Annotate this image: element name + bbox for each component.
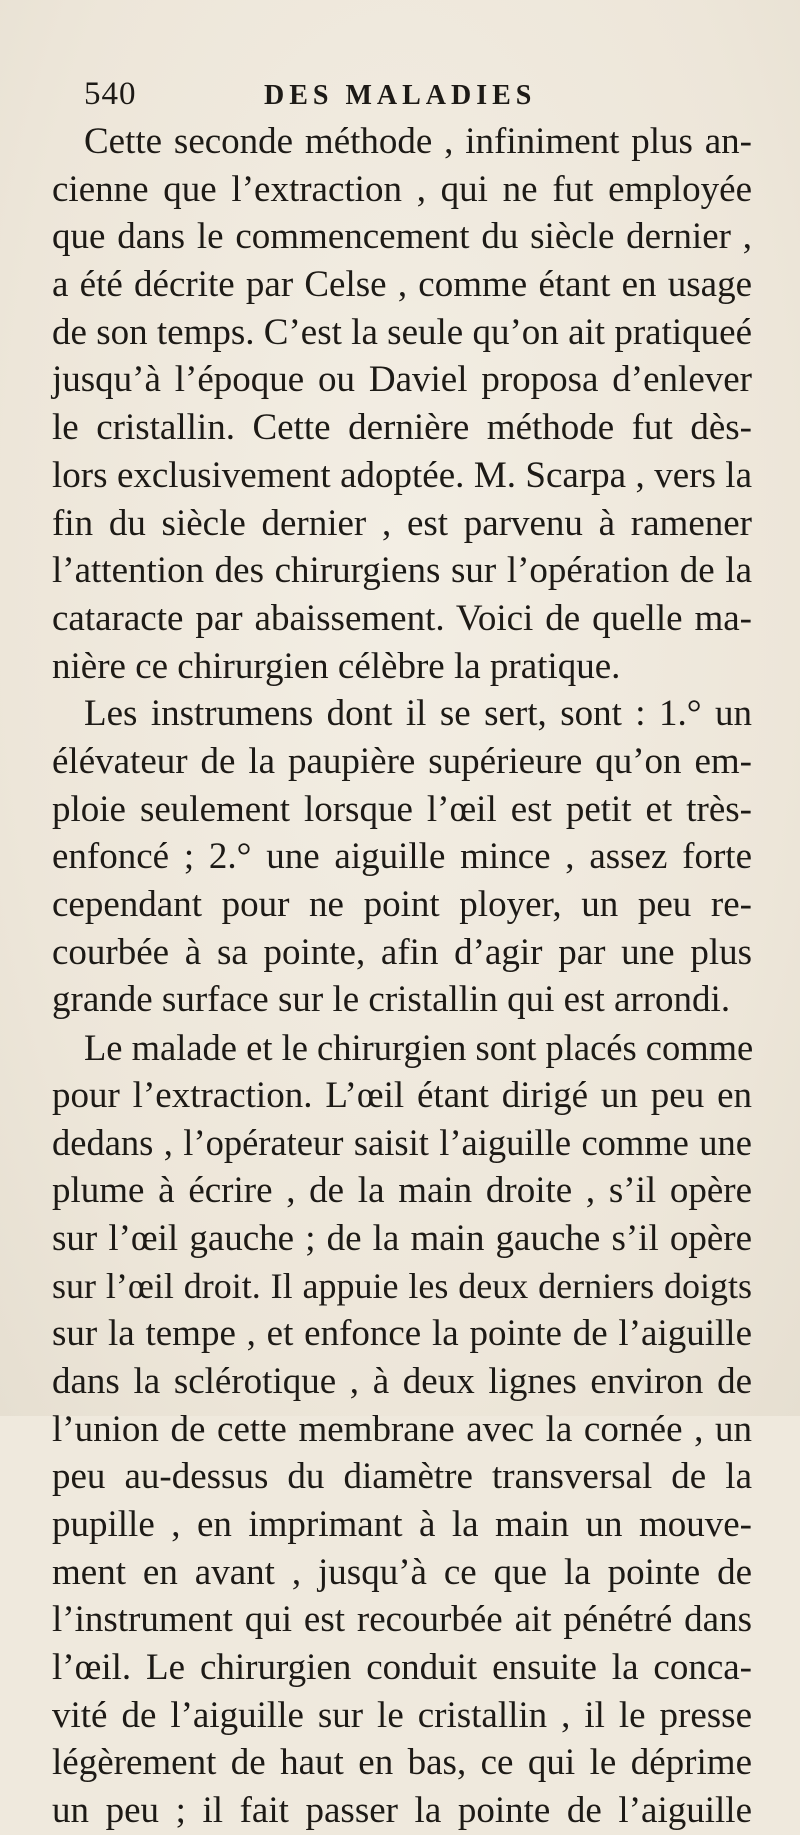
text-line: fin du siècle dernier , est parvenu à ramener [52,502,752,544]
running-head: DES MALADIES [264,80,537,111]
body-text [52,118,752,1835]
text-line: lors exclusivement adoptée. M. Scarpa , vers la [52,454,752,496]
text-line: légèrement de haut en bas, ce qui le déprime [52,1742,752,1784]
text-line: cependant pour ne point ployer, un peu re- [52,884,752,925]
text-line: Les instrumens dont il se sert, sont : 1.° un [84,693,752,735]
text-line: cataracte par abaissement. Voici de quelle ma- [52,597,752,639]
text-line: jusqu’à l’époque ou Daviel proposa d’enlever [52,359,752,401]
text-line: plume à écrire , de la main droite , s’il opère [52,1170,752,1212]
text-line: Cette seconde méthode , infiniment plus an- [84,121,752,162]
text-line: dedans , l’opérateur saisit l’aiguille comme une [52,1122,752,1164]
page-header [84,76,744,120]
text-line: cienne que l’extraction , qui ne fut employée [52,168,752,210]
text-line: de son temps. C’est la seule qu’on ait pratiqueé [52,311,752,353]
text-line: dans la sclérotique , à deux lignes environ de [52,1360,752,1402]
text-line: élévateur de la paupière supérieure qu’on em- [52,740,752,782]
text-line: a été décrite par Celse , comme étant en usage [52,264,752,306]
text-line: sur la tempe , et enfonce la pointe de l’aiguille [52,1313,752,1355]
text-line: l’instrument qui est recourbée ait pénétré dans [52,1599,752,1641]
text-line: vité de l’aiguille sur le cristallin , il le presse [52,1694,752,1736]
text-line: l’union de cette membrane avec la cornée , un [52,1408,752,1450]
text-line: un peu ; il fait passer la pointe de l’aiguille [52,1790,752,1832]
text-line: ment en avant , jusqu’à ce que la pointe de [52,1551,752,1593]
text-line: courbée à sa pointe, afin d’agir par une plus [52,931,752,973]
text-line: que dans le commencement du siècle dernier , [52,216,752,258]
text-line: l’attention des chirurgiens sur l’opération de la [52,550,752,592]
text-line: l’œil. Le chirurgien conduit ensuite la conca- [52,1647,752,1688]
text-line: le cristallin. Cette dernière méthode fut dès- [52,407,752,449]
text-line: pupille , en imprimant à la main un mouve- [52,1503,752,1545]
page-number: 540 [84,76,137,112]
text-line: ploie seulement lorsque l’œil est petit et très- [52,788,752,830]
text-line: pour l’extraction. L’œil étant dirigé un peu en [52,1074,752,1116]
text-line: Le malade et le chirurgien sont placés comme [84,1027,754,1069]
text-line: sur l’œil gauche ; de la main gauche s’il opère [52,1217,752,1259]
text-line: sur l’œil droit. Il appuie les deux derniers doigts [52,1265,752,1306]
text-line: peu au-dessus du diamètre transversal de la [52,1456,752,1498]
text-line: grande surface sur le cristallin qui est arrondi. [52,979,731,1021]
text-line: enfoncé ; 2.° une aiguille mince , assez forte [52,836,752,878]
text-line: nière ce chirurgien célèbre la pratique. [52,645,621,687]
